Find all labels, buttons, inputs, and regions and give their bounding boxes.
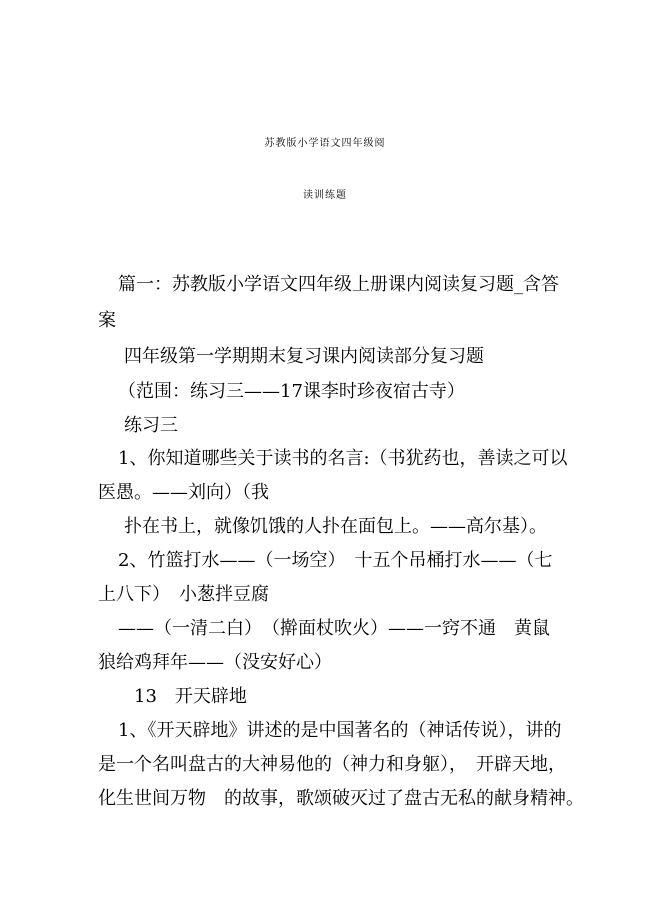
lesson-heading: 13 开天辟地: [134, 686, 247, 707]
question-2-continued-3: 狼给鸡拜年——（没安好心）: [98, 652, 332, 673]
question-1-continued: 医愚。——刘向）（我: [98, 482, 269, 503]
exercise-heading: 练习三: [124, 415, 178, 436]
lesson-question-1-continued-2: 化生世间万物 的故事，歌颂破灭过了盘古无私的献身精神。: [98, 788, 584, 809]
scope-note: （范围：练习三——17课李时珍夜宿古寺）: [118, 381, 465, 402]
lesson-question-1: 1、《开天辟地》讲述的是中国著名的（神话传说），讲的: [118, 720, 562, 741]
question-2: 2、竹篮打水——（一场空） 十五个吊桶打水——（七: [118, 550, 553, 571]
question-1-continued-2: 扑在书上，就像饥饿的人扑在面包上。——高尔基）。: [124, 516, 547, 537]
question-2-continued: 上八下） 小葱拌豆腐: [98, 584, 269, 605]
question-2-continued-2: ——（一清二白） （擀面杖吹火）——一窍不通 黄鼠: [118, 618, 550, 639]
subtitle: 四年级第一学期期末复习课内阅读部分复习题: [124, 346, 484, 367]
question-1: 1、你知道哪些关于读书的名言:（书犹药也，善读之可以: [118, 448, 568, 469]
section-heading-continued: 案: [98, 310, 116, 331]
document-title-line-2: 读训练题: [303, 190, 347, 201]
lesson-question-1-continued: 是一个名叫盘古的大神易他的（神力和身躯）， 开辟天地，: [98, 754, 566, 775]
section-heading: 篇一：苏教版小学语文四年级上册课内阅读复习题_含答: [118, 274, 559, 295]
document-title-line-1: 苏教版小学语文四年级阅: [264, 138, 386, 149]
